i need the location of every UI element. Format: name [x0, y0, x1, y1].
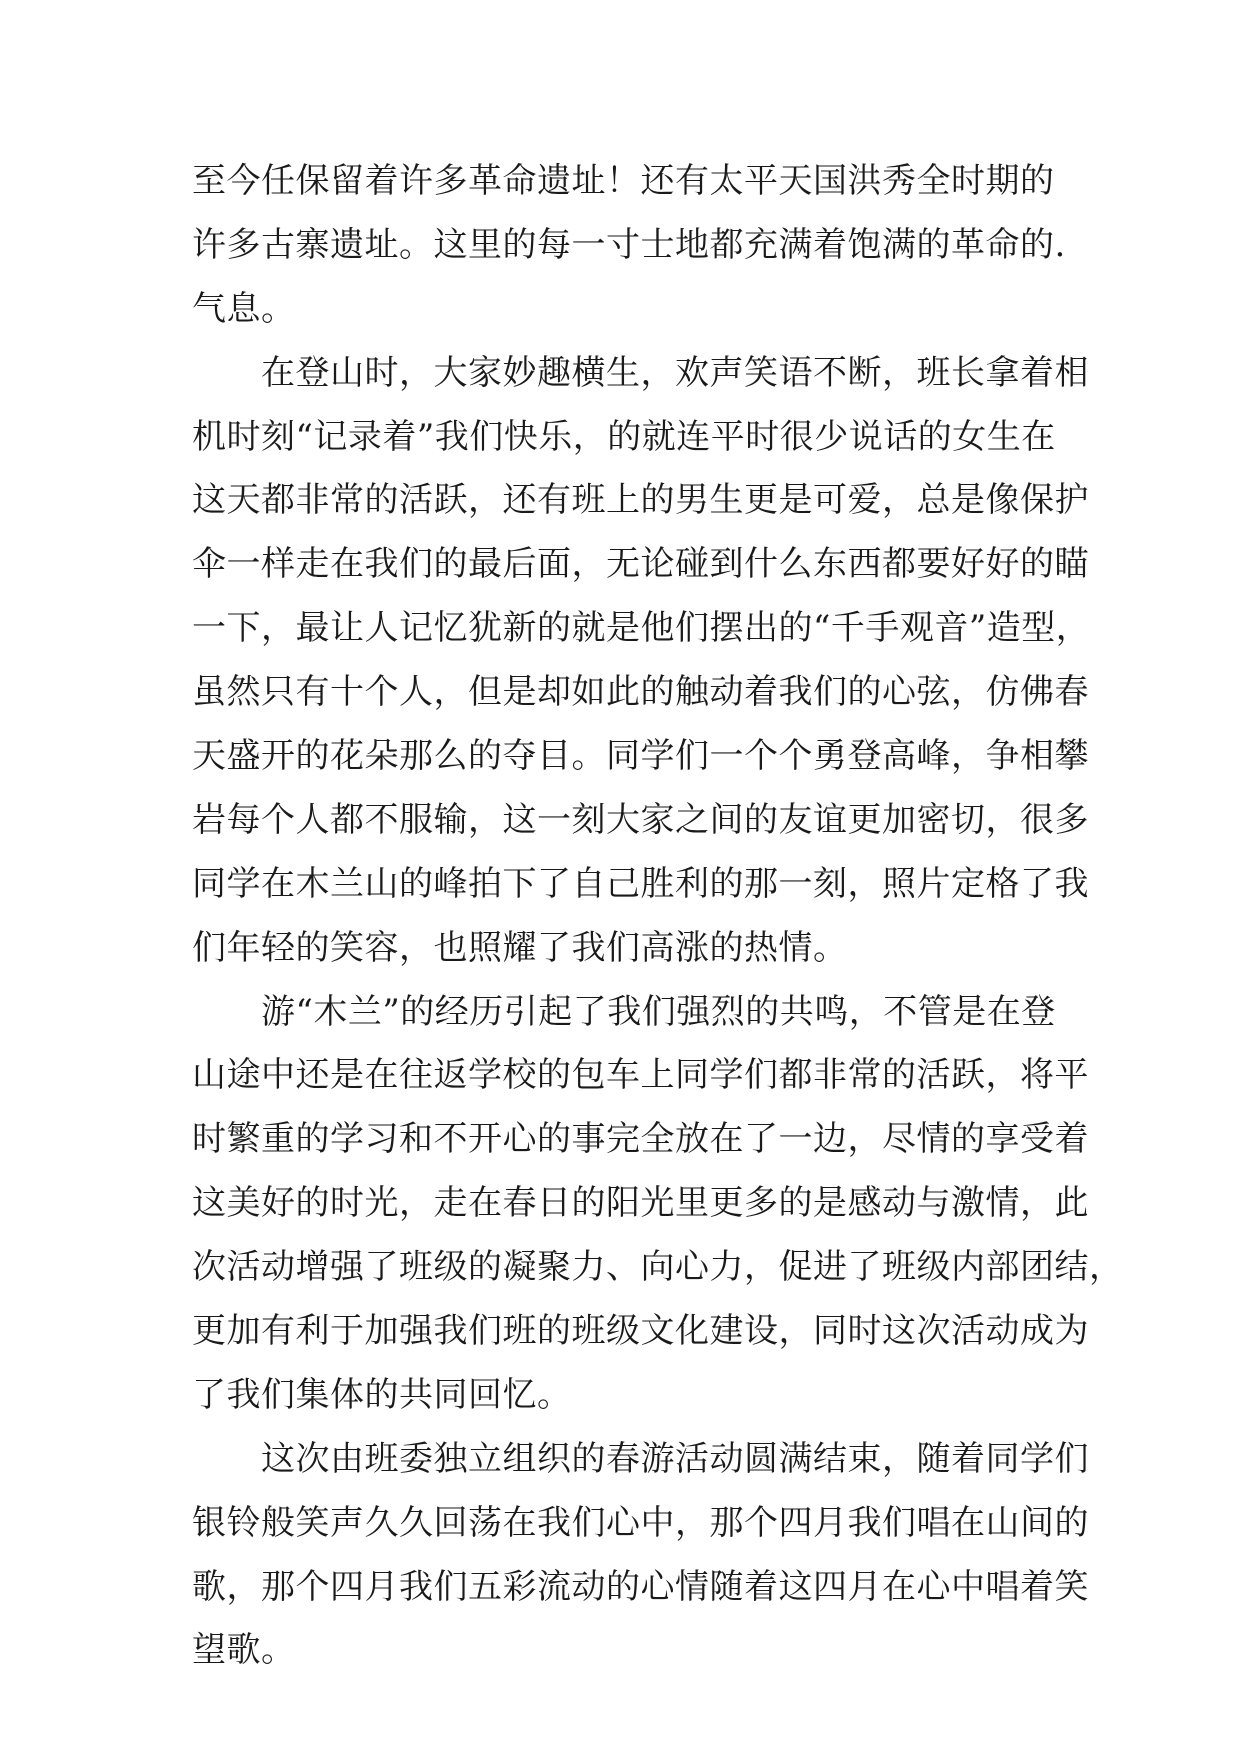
text-line: 时繁重的学习和不开心的事完全放在了一边，尽情的享受着: [192, 1119, 1089, 1160]
text-line: 山途中还是在往返学校的包车上同学们都非常的活跃，将平: [192, 1055, 1089, 1096]
text-line: 这美好的时光，走在春日的阳光里更多的是感动与激情，此: [192, 1183, 1089, 1224]
text-line: 望歌。: [192, 1630, 296, 1671]
text-line: 一下，最让人记忆犹新的就是他们摆出的“千手观音”造型，: [192, 608, 1091, 649]
text-line: 天盛开的花朵那么的夺目。同学们一个个勇登高峰，争相攀: [192, 736, 1089, 777]
text-line: 伞一样走在我们的最后面，无论碰到什么东西都要好好的瞄: [192, 544, 1089, 585]
text-line: 虽然只有十个人，但是却如此的触动着我们的心弦，仿佛春: [192, 672, 1089, 713]
text-line: 了我们集体的共同回忆。: [192, 1374, 572, 1415]
text-line: 机时刻“记录着”我们快乐，的就连平时很少说话的女生在: [192, 416, 1056, 457]
text-line: 歌，那个四月我们五彩流动的心情随着这四月在心中唱着笑: [192, 1566, 1089, 1607]
text-line: 这次由班委独立组织的春游活动圆满结束，随着同学们: [192, 1438, 1089, 1479]
text-line: 在登山时，大家妙趣横生，欢声笑语不断，班长拿着相: [192, 352, 1089, 393]
text-line: 们年轻的笑容，也照耀了我们高涨的热情。: [192, 927, 848, 968]
body-text: [192, 150, 1124, 1683]
text-line: 银铃般笑声久久回荡在我们心中，那个四月我们唱在山间的: [192, 1502, 1089, 1543]
text-line: 岩每个人都不服输，这一刻大家之间的友谊更加密切，很多: [192, 799, 1089, 840]
text-line: 同学在木兰山的峰拍下了自己胜利的那一刻，照片定格了我: [192, 863, 1089, 904]
text-line: 次活动增强了班级的凝聚力、向心力，促进了班级内部团结，: [192, 1247, 1124, 1288]
text-line: 更加有利于加强我们班的班级文化建设，同时这次活动成为: [192, 1311, 1089, 1352]
text-line: 至今任保留着许多革命遗址！还有太平天国洪秀全时期的: [192, 161, 1055, 201]
text-line: 这天都非常的活跃，还有班上的男生更是可爱，总是像保护: [192, 480, 1089, 521]
text-line: 许多古寨遗址。这里的每一寸士地都充满着饱满的革命的.: [192, 224, 1066, 265]
text-line: 游“木兰”的经历引起了我们强烈的共鸣，不管是在登: [192, 991, 1056, 1032]
text-line: 气息。: [192, 288, 296, 329]
